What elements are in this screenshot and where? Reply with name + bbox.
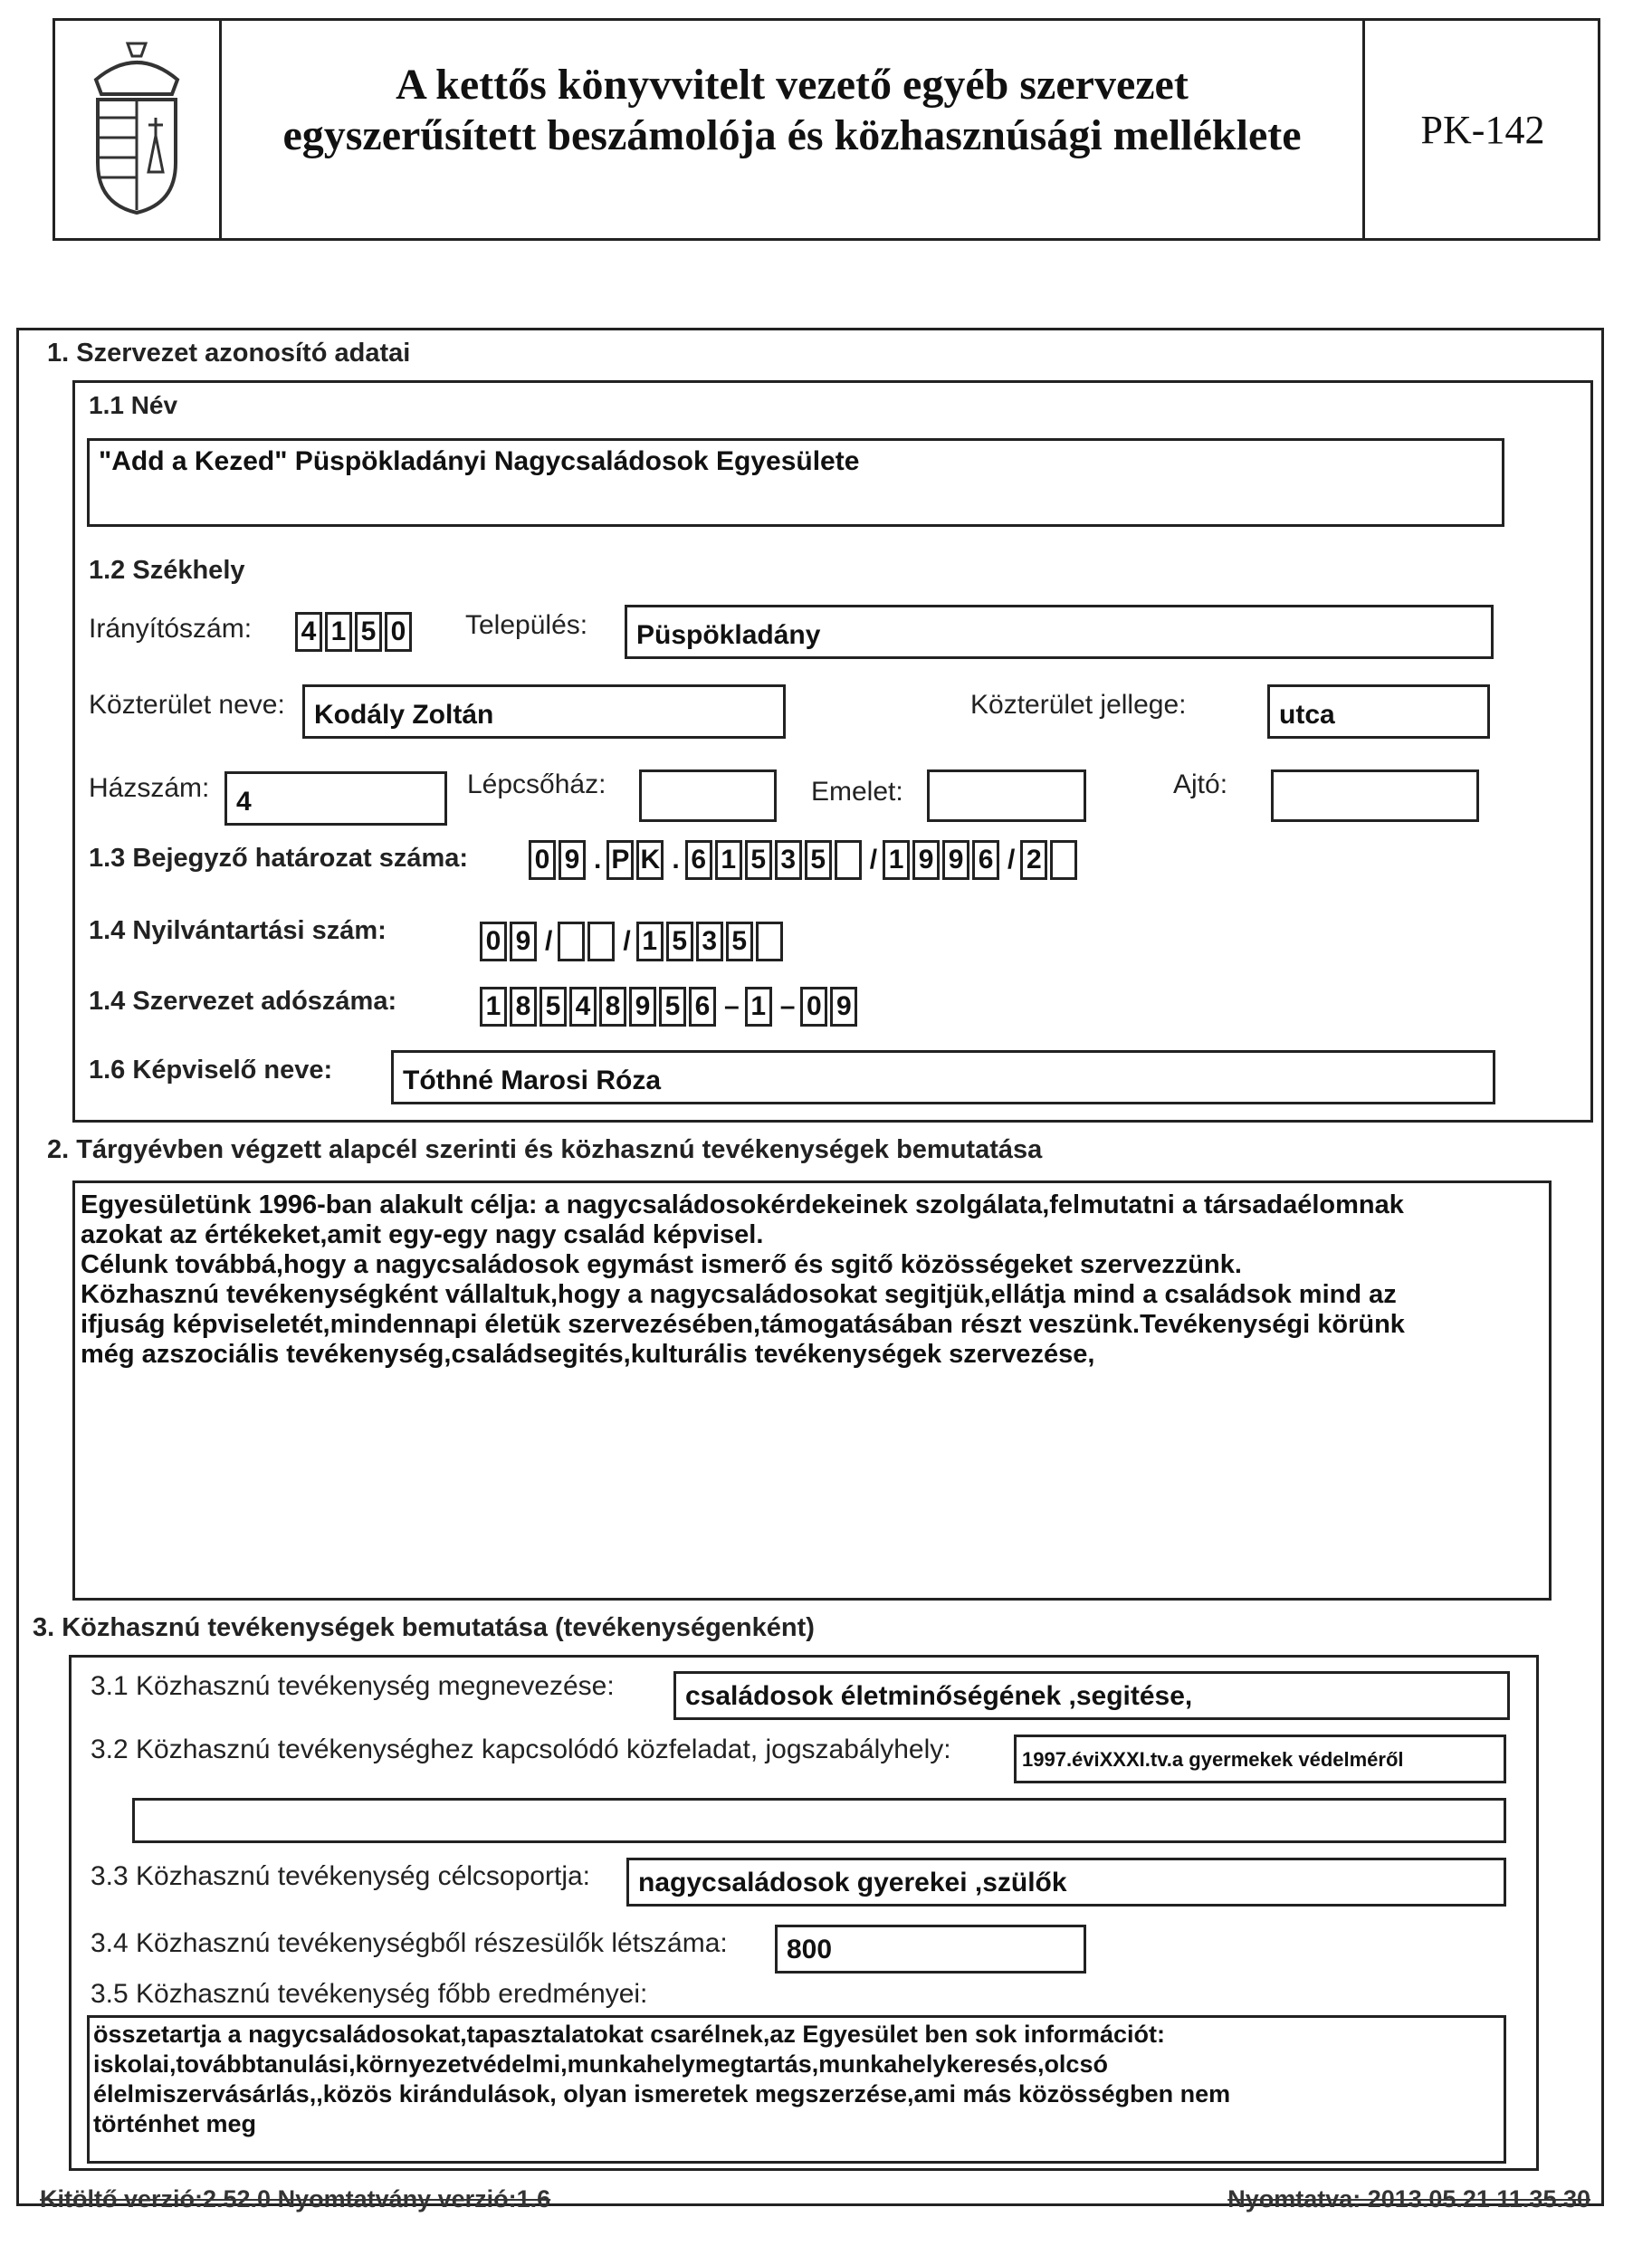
activity-field[interactable] xyxy=(673,1671,1510,1720)
zip-digit: 4 xyxy=(295,612,322,652)
activities-line: még azszociális tevékenység,családsegités,kulturális tevékenységek szervezése, xyxy=(81,1340,1095,1369)
activity-label: 3.1 Közhasznú tevékenység megnevezése: xyxy=(91,1671,615,1701)
decision-digit: 6 xyxy=(685,840,712,880)
results-line: történhet meg xyxy=(93,2110,257,2137)
decision-slash: / xyxy=(1007,845,1016,875)
zip-digit: 0 xyxy=(385,612,412,652)
registry-digit: 9 xyxy=(510,922,537,961)
street-value: Kodály Zoltán xyxy=(314,700,494,730)
tax-cells[interactable] xyxy=(480,987,860,1027)
registry-digit: 5 xyxy=(726,922,753,961)
tax-dash: – xyxy=(779,991,796,1021)
tax-digit: 1 xyxy=(745,987,772,1027)
activities-line: Célunk továbbá,hogy a nagycsaládosok egymást ismerő és sgitő közösségeket szervezzünk. xyxy=(81,1250,1242,1279)
target-label: 3.3 Közhasznú tevékenység célcsoportja: xyxy=(91,1861,590,1891)
section3-title: 3. Közhasznú tevékenységek bemutatása (tevékenységenként) xyxy=(33,1613,815,1642)
activities-line: azokat az értékeket,amit egy-egy nagy család képvisel. xyxy=(81,1220,764,1249)
decision-letter: P xyxy=(606,840,634,880)
count-label: 3.4 Közhasznú tevékenységből részesülők létszáma: xyxy=(91,1928,728,1958)
registry-digit xyxy=(756,922,783,961)
tax-digit: 0 xyxy=(800,987,827,1027)
registry-digit: 1 xyxy=(636,922,664,961)
tax-digit: 6 xyxy=(689,987,716,1027)
tax-digit: 1 xyxy=(480,987,507,1027)
header-title-line1: A kettős könyvvitelt vezető egyéb szervezet xyxy=(396,61,1189,109)
footer-printed: Nyomtatva: 2013.05.21 11.35.30 xyxy=(1227,2185,1590,2213)
decision-year-digit: 9 xyxy=(912,840,940,880)
decision-year-digit: 9 xyxy=(942,840,969,880)
count-field[interactable] xyxy=(775,1925,1086,1974)
target-value: nagycsaládosok gyerekei ,szülők xyxy=(638,1868,1067,1897)
activities-line: Közhasznú tevékenységként vállaltuk,hogy a nagycsaládosokat segitjük,ellátja mind a családsok mind az xyxy=(81,1280,1397,1309)
registry-digit xyxy=(587,922,615,961)
decision-digit xyxy=(1050,840,1077,880)
hungarian-coat-of-arms-icon xyxy=(78,36,196,217)
stair-label: Lépcsőház: xyxy=(467,769,606,799)
tax-digit: 8 xyxy=(599,987,626,1027)
rep-value: Tóthné Marosi Róza xyxy=(403,1066,662,1095)
tax-digit: 5 xyxy=(659,987,686,1027)
tax-digit: 4 xyxy=(569,987,597,1027)
decision-dot: . xyxy=(594,845,602,875)
tax-digit: 9 xyxy=(830,987,857,1027)
results-line: összetartja a nagycsaládosokat,tapasztalatokat csarélnek,az Egyesület ben sok információt: xyxy=(93,2021,1165,2048)
street-type-label: Közterület jellege: xyxy=(970,690,1187,720)
street-type-field[interactable] xyxy=(1267,684,1490,739)
stair-field[interactable] xyxy=(639,769,777,822)
registry-digit xyxy=(558,922,585,961)
seat-label: 1.2 Székhely xyxy=(89,556,245,585)
door-field[interactable] xyxy=(1271,769,1479,822)
header-logo-cell xyxy=(53,18,222,241)
street-type-value: utca xyxy=(1279,700,1335,730)
task-label: 3.2 Közhasznú tevékenységhez kapcsolódó közfeladat, jogszabályhely: xyxy=(91,1735,951,1764)
decision-digit: 3 xyxy=(775,840,802,880)
tax-digit: 5 xyxy=(540,987,567,1027)
decision-label: 1.3 Bejegyző határozat száma: xyxy=(89,844,469,873)
decision-digit: 9 xyxy=(559,840,586,880)
decision-cells[interactable] xyxy=(529,840,1080,880)
city-label: Település: xyxy=(465,610,588,640)
tax-dash: – xyxy=(724,991,740,1021)
name-label: 1.1 Név xyxy=(89,391,178,419)
activity-value: családosok életminőségének ,segitése, xyxy=(685,1681,1193,1711)
registry-cells[interactable] xyxy=(480,922,786,961)
tax-digit: 9 xyxy=(629,987,656,1027)
results-label: 3.5 Közhasznú tevékenység főbb eredményei: xyxy=(91,1979,648,2009)
task-field[interactable] xyxy=(1014,1735,1506,1783)
house-field[interactable] xyxy=(224,771,447,826)
footer-version: Kitöltő verzió:2.52.0 Nyomtatvány verzió:1.6 xyxy=(40,2185,551,2213)
decision-digit: 2 xyxy=(1020,840,1047,880)
zip-digit: 1 xyxy=(325,612,352,652)
zip-digit: 5 xyxy=(355,612,382,652)
city-value: Püspökladány xyxy=(636,620,821,650)
results-textarea[interactable] xyxy=(87,2015,1506,2164)
decision-digit: 5 xyxy=(805,840,832,880)
house-label: Házszám: xyxy=(89,773,210,803)
section1-title: 1. Szervezet azonosító adatai xyxy=(47,339,411,368)
activities-line: Egyesületünk 1996-ban alakult célja: a nagycsaládosokérdekeinek szolgálata,felmutatni a társadaélomnak xyxy=(81,1190,1404,1219)
decision-year-digit: 1 xyxy=(883,840,910,880)
street-field[interactable] xyxy=(302,684,786,739)
activities-textarea[interactable] xyxy=(72,1180,1552,1601)
registry-digit: 0 xyxy=(480,922,507,961)
registry-slash: / xyxy=(545,926,553,956)
decision-digit: 1 xyxy=(715,840,742,880)
count-value: 800 xyxy=(787,1935,833,1964)
task-value: 1997.éviXXXI.tv.a gyermekek védelméről xyxy=(1022,1748,1404,1771)
section2-title: 2. Tárgyévben végzett alapcél szerinti és közhasznú tevékenységek bemutatása xyxy=(47,1135,1043,1164)
tax-digit: 8 xyxy=(510,987,537,1027)
registry-label: 1.4 Nyilvántartási szám: xyxy=(89,916,387,945)
header-title xyxy=(222,60,1362,161)
floor-field[interactable] xyxy=(927,769,1086,822)
registry-digit: 3 xyxy=(696,922,723,961)
target-field[interactable] xyxy=(626,1858,1506,1907)
rep-field[interactable] xyxy=(391,1050,1495,1104)
decision-letter: K xyxy=(636,840,664,880)
decision-digit: 5 xyxy=(745,840,772,880)
results-text xyxy=(93,2020,1230,2139)
activities-text xyxy=(81,1190,1405,1370)
form-code: PK-142 xyxy=(1420,108,1545,152)
registry-slash: / xyxy=(623,926,631,956)
zip-cells[interactable] xyxy=(295,612,415,652)
header-title-line2: egyszerűsített beszámolója és közhasznúsági melléklete xyxy=(282,111,1302,159)
decision-slash: / xyxy=(869,845,878,875)
zip-label: Irányítószám: xyxy=(89,614,253,644)
activities-line: ifjuság képviseletét,mindennapi életük szervezésében,támogatásában részt veszünk.Tevékenységi körünk xyxy=(81,1310,1405,1339)
decision-dot: . xyxy=(672,845,680,875)
city-field[interactable] xyxy=(625,605,1494,659)
results-line: iskolai,továbbtanulási,környezetvédelmi,munkahelymegtartás,munkahelykeresés,olcsó xyxy=(93,2050,1108,2078)
street-label: Közterület neve: xyxy=(89,690,285,720)
tax-label: 1.4 Szervezet adószáma: xyxy=(89,987,397,1016)
house-value: 4 xyxy=(236,787,252,817)
results-line: élelmiszervásárlás,,közös kirándulások, olyan ismeretek megszerzése,ami más közösségben nem xyxy=(93,2080,1231,2107)
name-value: "Add a Kezed" Püspökladányi Nagycsaládosok Egyesülete xyxy=(99,446,860,476)
floor-label: Emelet: xyxy=(811,777,903,807)
decision-digit xyxy=(835,840,862,880)
decision-year-digit: 6 xyxy=(972,840,999,880)
decision-digit: 0 xyxy=(529,840,556,880)
rep-label: 1.6 Képviselő neve: xyxy=(89,1056,333,1085)
registry-digit: 5 xyxy=(666,922,693,961)
door-label: Ajtó: xyxy=(1173,769,1228,799)
task-field-2[interactable] xyxy=(132,1798,1506,1843)
name-field[interactable] xyxy=(87,438,1504,527)
